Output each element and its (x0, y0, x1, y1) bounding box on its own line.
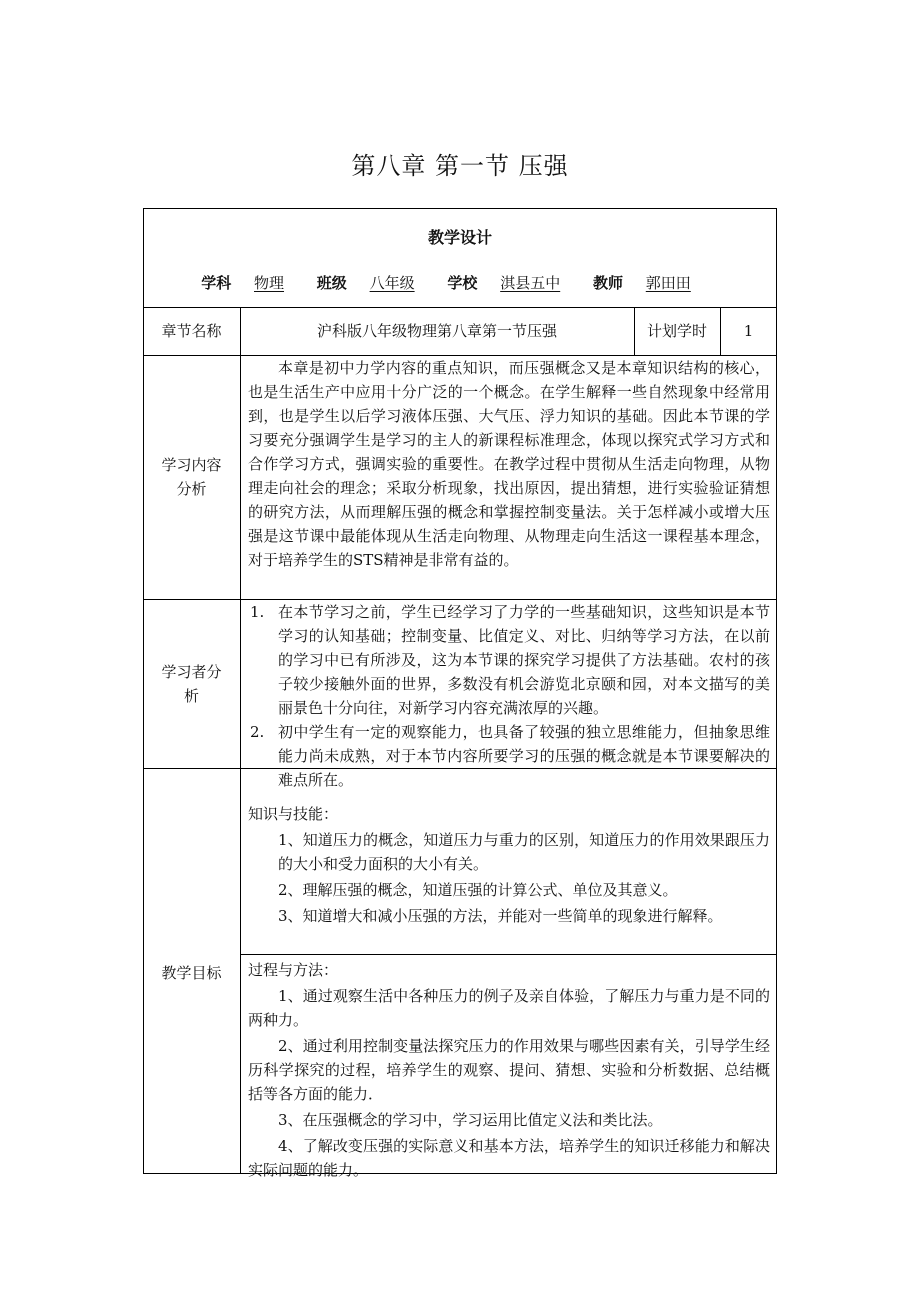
process-methods-section (248, 958, 770, 1182)
content-analysis-label-line2: 分析 (176, 480, 207, 498)
learner-analysis-label-line1: 学习者分 (161, 663, 222, 681)
subject-label: 学科 (201, 274, 232, 292)
planned-hours-label: 计划学时 (646, 322, 707, 340)
list-item-text: 初中学生有一定的观察能力，也具备了较强的独立思维能力，但抽象思维能力尚未成熟，对于本节内容所要学习的压强的概念就是本节课要解决的难点所在。 (278, 723, 770, 789)
school-value: 淇县五中 (500, 274, 561, 292)
process-methods-item: 1、通过观察生活中各种压力的例子及亲自体验，了解压力与重力是不同的两种力。 (248, 987, 770, 1029)
learner-analysis-list (242, 600, 770, 792)
knowledge-skills-heading: 知识与技能： (248, 805, 339, 823)
class-label: 班级 (316, 274, 347, 292)
goal-section-divider (240, 954, 777, 955)
knowledge-skills-section (248, 802, 770, 928)
design-title: 教学设计 (427, 228, 492, 247)
column-divider (240, 307, 241, 1174)
list-item (242, 720, 770, 792)
list-item-number: 1. (250, 603, 265, 621)
school-label: 学校 (447, 274, 478, 292)
learner-analysis-label-line2: 析 (183, 687, 199, 705)
content-analysis-label (143, 453, 240, 501)
learner-analysis-label (143, 660, 240, 708)
content-analysis-label-line1: 学习内容 (161, 456, 222, 474)
process-methods-item: 4、了解改变压强的实际意义和基本方法，培养学生的知识迁移能力和解决实际问题的能力。 (248, 1137, 770, 1179)
list-item-text: 在本节学习之前，学生已经学习了力学的一些基础知识，这些知识是本节学习的认知基础；控制变量、比值定义、对比、归纳等学习方法，在以前的学习中已有所涉及，这为本节课的探究学习提供了方法基础。农村的孩子较少接触外面的世界，多数没有机会游览北京颐和园，对本文描写的美丽景色十分向往，对新学习内容充满浓厚的兴趣。 (278, 603, 770, 717)
subject-value: 物理 (254, 274, 285, 292)
chapter-name-value: 沪科版八年级物理第八章第一节压强 (316, 322, 557, 340)
list-item (242, 600, 770, 720)
planned-hours-value: 1 (743, 322, 754, 340)
knowledge-skills-item: 2、理解压强的概念，知道压强的计算公式、单位及其意义。 (278, 881, 678, 899)
teacher-label: 教师 (592, 274, 623, 292)
document-title: 第八章 第一节 压强 (351, 152, 569, 180)
chapter-name-label: 章节名称 (161, 322, 222, 340)
row-divider (143, 307, 777, 308)
info-row (143, 272, 777, 293)
process-methods-item: 3、在压强概念的学习中，学习运用比值定义法和类比法。 (278, 1111, 663, 1129)
content-analysis-text: 本章是初中力学内容的重点知识，而压强概念又是本章知识结构的核心，也是生活生产中应用十分广泛的一个概念。在学生解释一些自然现象中经常用到，也是学生以后学习液体压强、大气压、浮力知识的基础。因此本节课的学习要充分强调学生是学习的主人的新课程标准理念，体现以探究式学习方式和合作学习方式，强调实验的重要性。在教学过程中贯彻从生活走向物理，从物理走向社会的理念；采取分析现象，找出原因，提出猜想，进行实验验证猜想的研究方法，从而理解压强的概念和掌握控制变量法。关于怎样减小或增大压强是这节课中最能体现从生活走向物理、从物理走向生活这一课程基本理念，对于培养学生的STS精神是非常有益的。 (248, 359, 770, 569)
knowledge-skills-item: 3、知道增大和减小压强的方法，并能对一些简单的现象进行解释。 (278, 907, 723, 925)
class-value: 八年级 (369, 274, 415, 292)
process-methods-item: 2、通过利用控制变量法探究压力的作用效果与哪些因素有关，引导学生经历科学探究的过程，培养学生的观察、提问、猜想、实验和分析数据、总结概括等各方面的能力． (248, 1037, 770, 1103)
knowledge-skills-item: 1、知道压力的概念，知道压力与重力的区别，知道压力的作用效果跟压力的大小和受力面积的大小有关。 (278, 831, 770, 873)
process-methods-heading: 过程与方法： (248, 961, 339, 979)
teaching-goals-label: 教学目标 (161, 964, 222, 982)
list-item-number: 2. (250, 723, 265, 741)
teacher-value: 郭田田 (645, 274, 691, 292)
